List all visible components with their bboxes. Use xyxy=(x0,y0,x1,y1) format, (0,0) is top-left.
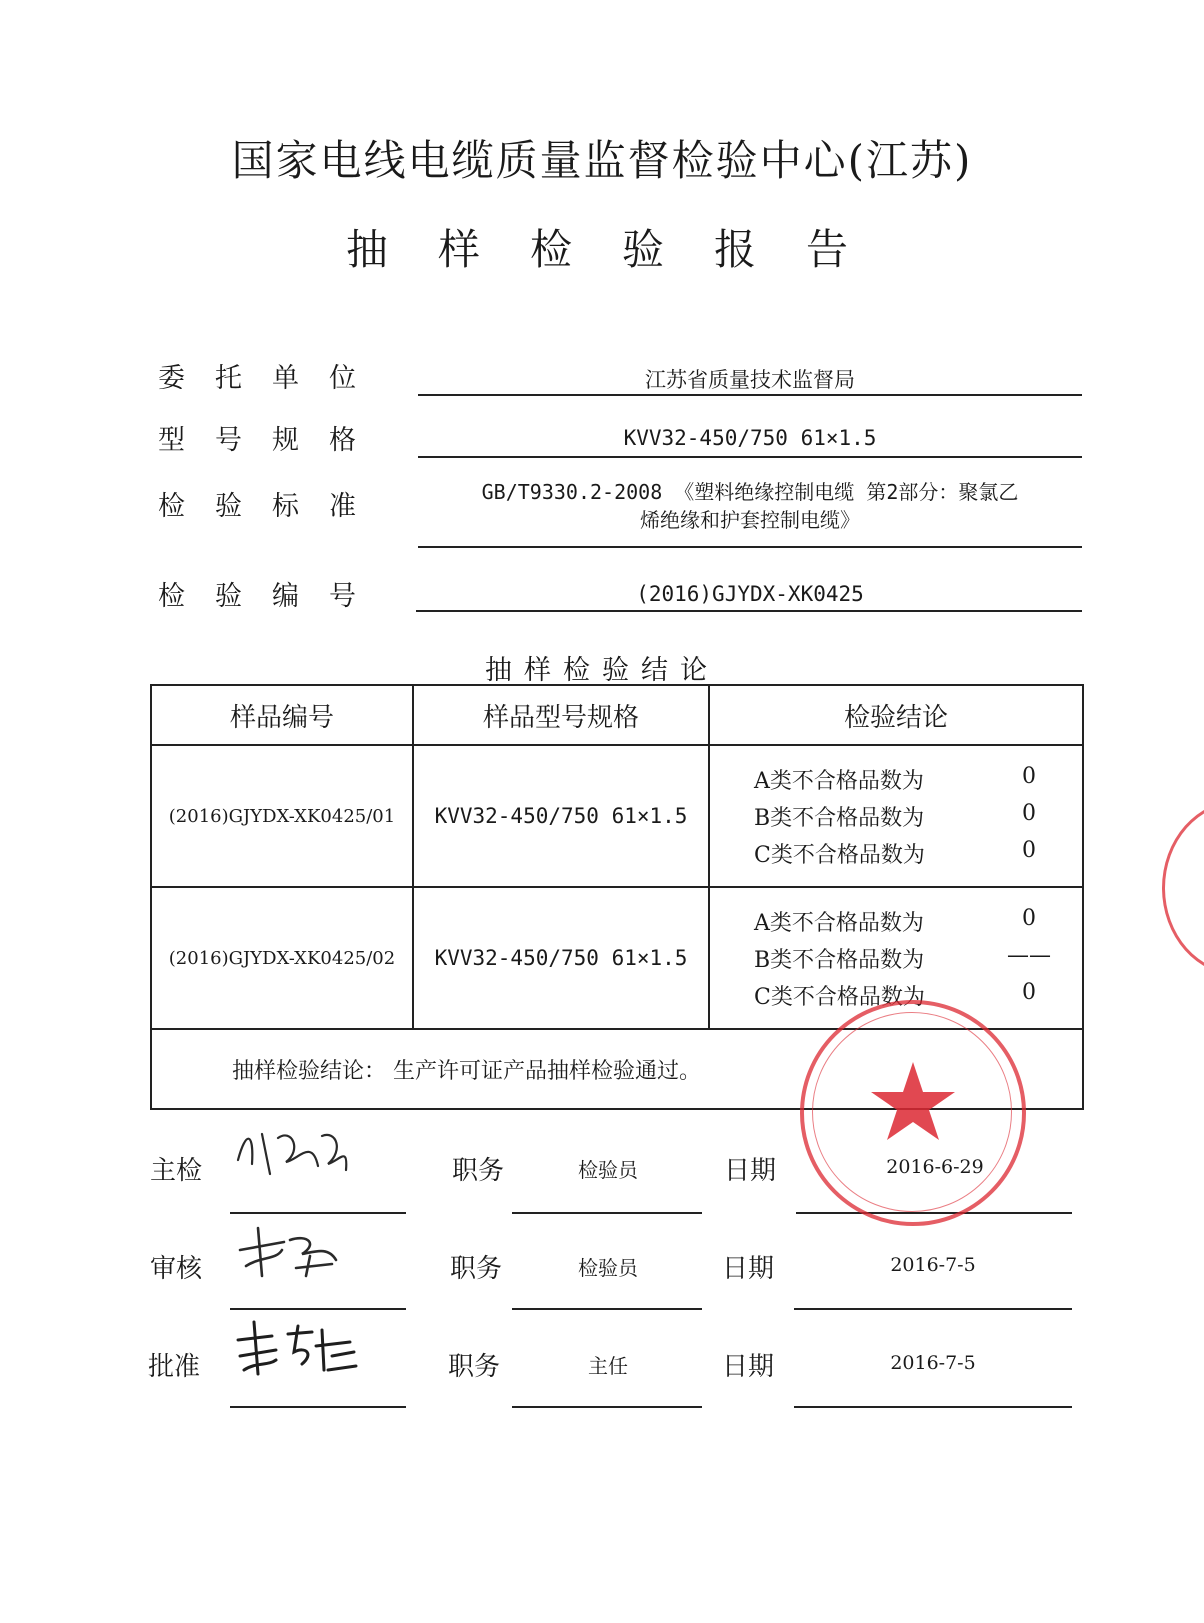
handwritten-signature-reviewer xyxy=(232,1220,352,1280)
field-value-test-standard: GB/T9330.2-2008 《塑料绝缘控制电缆 第2部分：聚氯乙 xyxy=(481,480,1019,504)
column-header-sample-no: 样品编号 xyxy=(151,685,413,745)
sig-role-label: 职务 xyxy=(450,1254,503,1284)
field-value-model-spec: KVV32-450/750 61×1.5 xyxy=(623,426,877,450)
result-value: 0 xyxy=(1022,979,1036,1005)
sample-no-cell: (2016)GJYDX-XK0425/01 xyxy=(151,745,413,887)
sample-model-cell: KVV32-450/750 61×1.5 xyxy=(413,745,709,887)
table-header-row xyxy=(151,685,1083,745)
sig-underline xyxy=(512,1406,702,1408)
sig-date-label: 日期 xyxy=(722,1254,775,1284)
result-line-c xyxy=(710,835,1082,872)
sig-role-label: 职务 xyxy=(448,1352,501,1382)
sig-date-value: 2016-7-5 xyxy=(890,1352,976,1374)
sig-underline xyxy=(230,1212,406,1214)
field-underline xyxy=(418,456,1082,458)
field-value-entrusting-unit: 江苏省质量技术监督局 xyxy=(645,368,855,392)
handwritten-signature-inspector xyxy=(232,1120,352,1180)
sig-date-label: 日期 xyxy=(722,1352,775,1382)
field-label-test-number: 检验编号 xyxy=(158,581,386,612)
result-cell xyxy=(709,745,1083,887)
sig-role-value: 检验员 xyxy=(578,1158,638,1182)
conclusion-heading: 抽样检验结论 xyxy=(485,655,719,686)
result-label: A类不合格品数为 xyxy=(754,768,924,794)
field-value-test-number: (2016)GJYDX-XK0425 xyxy=(636,582,864,606)
result-label: A类不合格品数为 xyxy=(754,910,924,936)
result-value: 0 xyxy=(1022,763,1036,789)
result-line-b xyxy=(710,940,1082,977)
result-value: 0 xyxy=(1022,800,1036,826)
sig-date-value: 2016-6-29 xyxy=(886,1156,984,1178)
result-label: C类不合格品数为 xyxy=(754,984,925,1010)
sig-underline xyxy=(230,1406,406,1408)
result-label: B类不合格品数为 xyxy=(754,947,925,973)
result-line-a xyxy=(710,903,1082,940)
sig-label-reviewer: 审核 xyxy=(150,1254,203,1284)
result-value: 0 xyxy=(1022,905,1036,931)
field-value-test-standard-line2: 烯绝缘和护套控制电缆》 xyxy=(640,508,860,532)
sig-label-approver: 批准 xyxy=(148,1352,201,1382)
partial-seal xyxy=(1162,800,1204,976)
column-header-result: 检验结论 xyxy=(709,685,1083,745)
sig-underline xyxy=(794,1308,1072,1310)
sig-underline xyxy=(794,1406,1072,1408)
sample-no-cell: (2016)GJYDX-XK0425/02 xyxy=(151,887,413,1029)
result-line-a xyxy=(710,761,1082,798)
sample-model-cell: KVV32-450/750 61×1.5 xyxy=(413,887,709,1029)
sig-role-value: 检验员 xyxy=(578,1256,638,1280)
result-line-b xyxy=(710,798,1082,835)
field-underline xyxy=(418,394,1082,396)
sig-underline xyxy=(230,1308,406,1310)
field-label-test-standard: 检验标准 xyxy=(158,491,386,522)
sig-role-value: 主任 xyxy=(588,1354,628,1378)
field-underline xyxy=(416,610,1082,612)
sig-underline xyxy=(512,1212,702,1214)
report-title: 抽样检验报告 xyxy=(345,225,898,274)
seal-star-icon xyxy=(804,1004,1022,1222)
field-label-entrusting-unit: 委托单位 xyxy=(158,363,386,394)
inspection-seal xyxy=(800,1000,1026,1226)
sig-date-label: 日期 xyxy=(724,1156,777,1186)
column-header-model: 样品型号规格 xyxy=(413,685,709,745)
conclusion-summary: 抽样检验结论： 生产许可证产品抽样检验通过。 xyxy=(151,1029,1083,1109)
sig-label-inspector: 主检 xyxy=(150,1156,203,1186)
sig-date-value: 2016-7-5 xyxy=(890,1254,976,1276)
result-value: —— xyxy=(1007,942,1051,968)
field-underline xyxy=(418,546,1082,548)
sig-role-label: 职务 xyxy=(452,1156,505,1186)
handwritten-signature-approver xyxy=(232,1316,362,1380)
result-label: C类不合格品数为 xyxy=(754,842,925,868)
result-value: 0 xyxy=(1022,837,1036,863)
table-row xyxy=(151,745,1083,887)
result-label: B类不合格品数为 xyxy=(754,805,925,831)
org-title: 国家电线电缆质量监督检验中心(江苏) xyxy=(231,136,973,185)
sig-underline xyxy=(512,1308,702,1310)
field-label-model-spec: 型号规格 xyxy=(158,425,386,456)
